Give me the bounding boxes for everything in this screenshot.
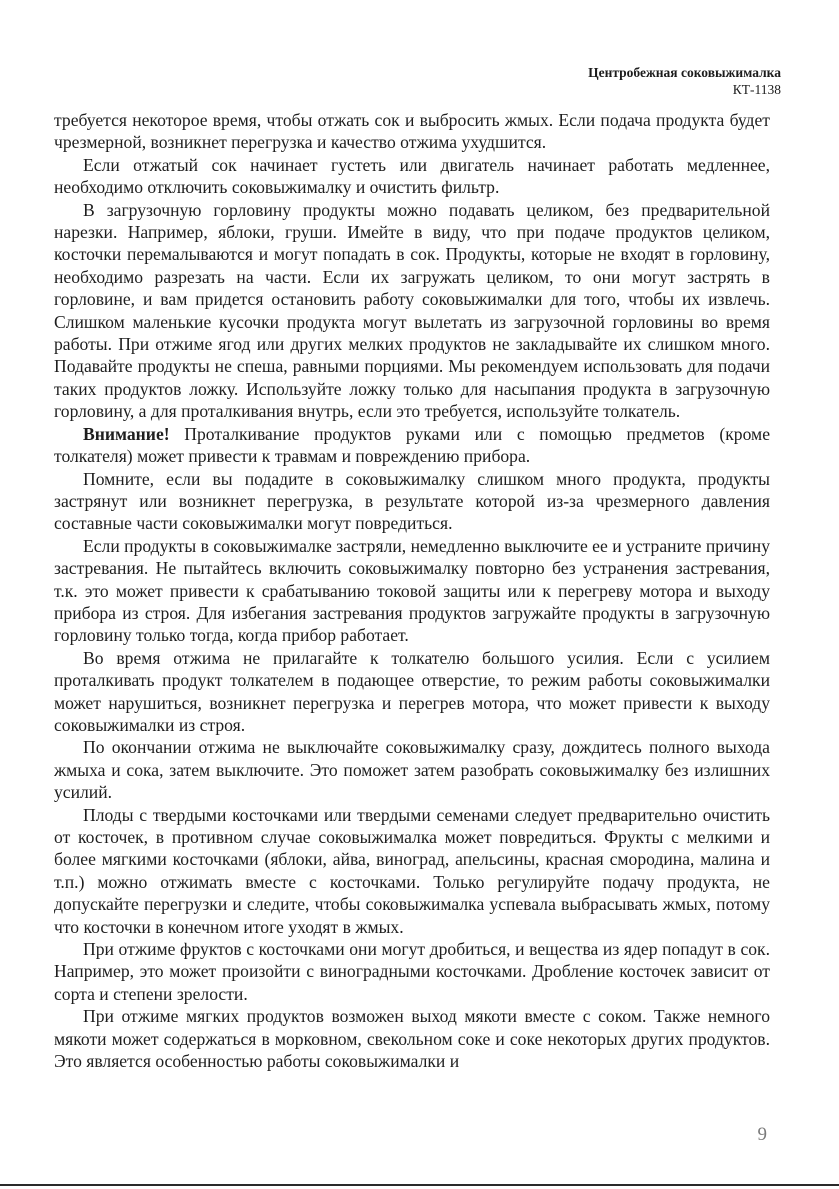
warning-label: Внимание!: [83, 423, 170, 444]
paragraph: Если продукты в соковыжималке застряли, немедленно выключите ее и устраните причину застревания. Не пытайтесь включить соковыжималку повторно без устранения застревания, т.к. это может привести к срабатыванию токовой защиты или к перегреву мотора и выходу прибора из строя. Для избегания застревания продуктов загружайте продукты в загрузочную горловину только тогда, когда прибор работает.: [54, 535, 770, 646]
paragraph: Во время отжима не прилагайте к толкателю большого усилия. Если с усилием проталкивать продукт толкателем в подающее отверстие, то режим работы соковыжималки может нарушиться, возникнет перегрузка и перегрев мотора, что может привести к выходу соковыжималки из строя.: [54, 647, 770, 735]
running-header: [588, 64, 781, 98]
header-title: Центробежная соковыжималка: [588, 65, 781, 80]
warning-paragraph: [54, 423, 770, 468]
paragraph: Плоды с твердыми косточками или твердыми семенами следует предварительно очистить от косточек, в противном случае соковыжималка может повредиться. Фрукты с мелкими и более мягкими косточками (яблоки, айва, виноград, апельсины, красная смородина, малина и т.п.) можно отжимать вместе с косточками. Только регулируйте подачу продукта, не допускайте перегрузки и следите, чтобы соковыжималка успевала выбрасывать жмых, потому что косточки в конечном итоге уходят в жмых.: [54, 804, 770, 937]
paragraph-continuation: требуется некоторое время, чтобы отжать сок и выбросить жмых. Если подача продукта будет чрезмерной, возникнет перегрузка и качество отжима ухудшится.: [54, 110, 770, 153]
page-number: 9: [757, 1124, 767, 1145]
paragraph: В загрузочную горловину продукты можно подавать целиком, без предварительной нарезки. Например, яблоки, груши. Имейте в виду, что при подаче продуктов целиком, косточки перемалываются и могут попадать в сок. Продукты, которые не входят в горловину, необходимо разрезать на части. Если их загружать целиком, то они могут застрять в горловине, и вам придется остановить работу соковыжималки для того, чтобы их извлечь. Слишком маленькие кусочки продукта могут вылетать из загрузочной горловины во время работы. При отжиме ягод или других мелких продуктов не закладывайте их слишком много. Подавайте продукты не спеша, равными порциями. Мы рекомендуем использовать для подачи таких продуктов ложку. Используйте ложку только для насыпания продукта в загрузочную горловину, а для проталкивания внутрь, если это требуется, используйте толкатель.: [54, 199, 770, 422]
paragraph: При отжиме фруктов с косточками они могут дробиться, и вещества из ядер попадут в сок. Например, это может произойти с виноградными косточками. Дробление косточек зависит от сорта и степени зрелости.: [54, 939, 770, 1004]
warning-text: Проталкивание продуктов руками или с помощью предметов (кроме толкателя) может привести к травмам и повреждению прибора.: [54, 423, 770, 467]
paragraph: Если отжатый сок начинает густеть или двигатель начинает работать медленнее, необходимо отключить соковыжималку и очистить фильтр.: [54, 154, 770, 198]
header-model: КТ-1138: [732, 82, 781, 97]
paragraph: Помните, если вы подадите в соковыжималку слишком много продукта, продукты застрянут или возникнет перегрузка, в результате которой из-за чрезмерного давления составные части соковыжималки могут повредиться.: [54, 468, 770, 534]
paragraph: При отжиме мягких продуктов возможен выход мякоти вместе с соком. Также немного мякоти может содержаться в морковном, свекольном соке и соке некоторых других продуктов. Это является особенностью работы соковыжималки и: [54, 1006, 770, 1072]
body-text: [54, 109, 770, 1072]
bottom-rule: [0, 1184, 839, 1186]
paragraph: По окончании отжима не выключайте соковыжималку сразу, дождитесь полного выхода жмыха и сока, затем выключите. Это поможет затем разобрать соковыжималку без излишних усилий.: [54, 737, 770, 803]
